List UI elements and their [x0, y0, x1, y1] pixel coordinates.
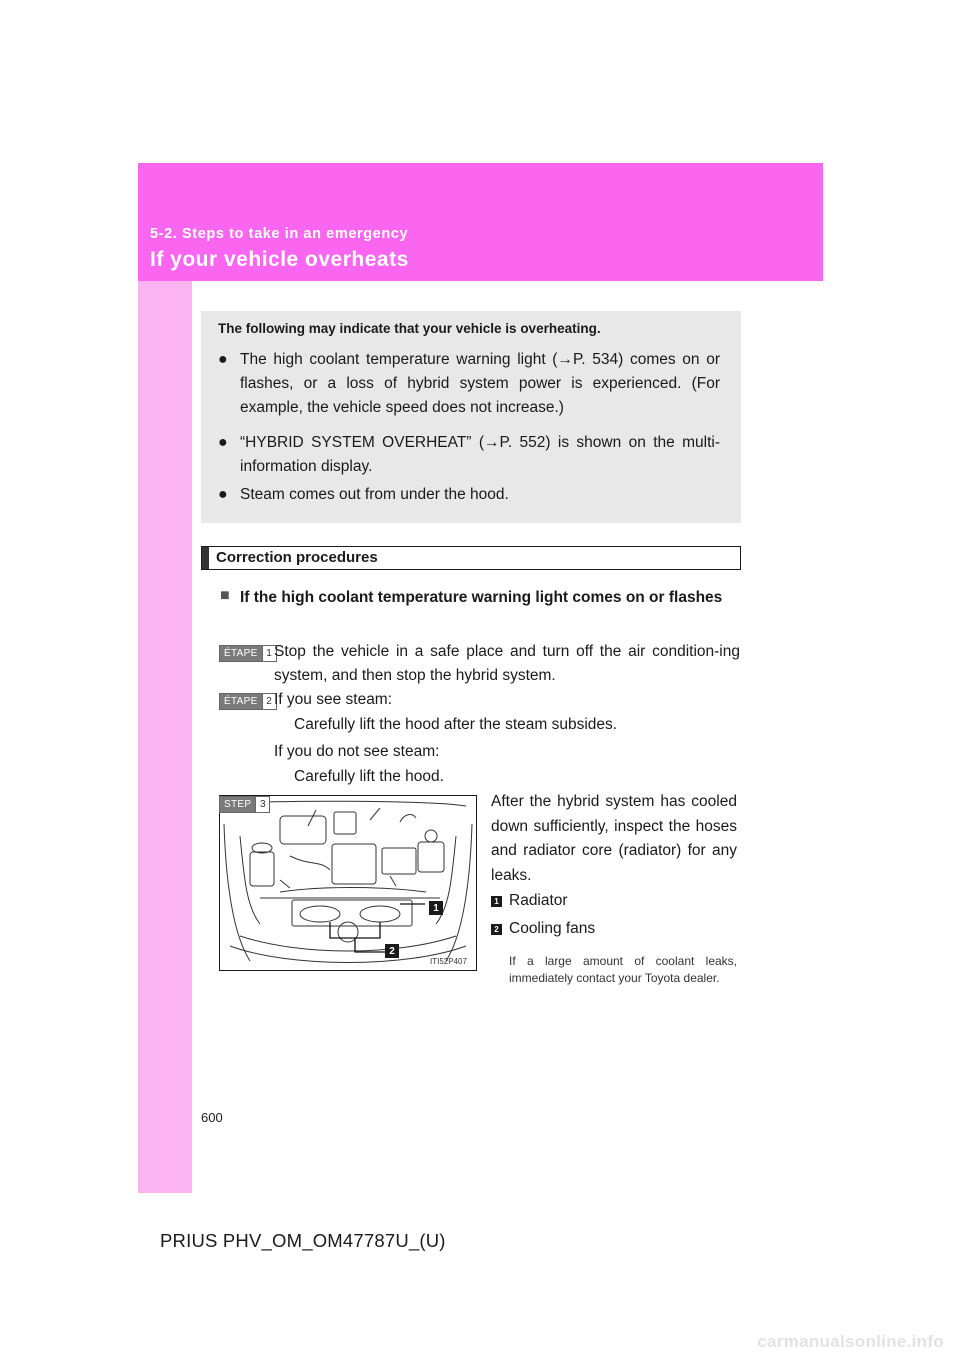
correction-procedures-heading: [201, 546, 741, 570]
step-badge-label: STEP: [220, 797, 255, 812]
condition-text: If the high coolant temperature warning light comes on or flashes: [240, 589, 723, 606]
info-bullet: [218, 348, 720, 420]
figure-code: ITI52P407: [430, 957, 467, 966]
bullet-dot-icon: ●: [218, 486, 228, 503]
heading-bar: [202, 547, 209, 569]
engine-compartment-figure: [219, 795, 477, 971]
step-2-line2-detail: Carefully lift the hood.: [294, 768, 444, 785]
watermark-text: carmanualsonline.info: [757, 1332, 944, 1351]
step-badge-3: [219, 796, 270, 813]
info-bullet: [218, 431, 720, 479]
page-title: If your vehicle overheats: [150, 248, 409, 271]
legend-label: Radiator: [509, 892, 568, 909]
step-1-text-content: Stop the vehicle in a safe place and turn off the air condition-ing system, and then stop the hybrid system.: [274, 643, 740, 684]
step-1-text: [274, 640, 740, 688]
bullet-text: “HYBRID SYSTEM OVERHEAT” (→P. 552) is shown on the multi-information display.: [240, 434, 720, 475]
step-badge-label: ÉTAPE: [220, 646, 262, 661]
square-bullet-icon: ■: [220, 587, 230, 604]
heading-text: Correction procedures: [216, 549, 378, 566]
section-label: 5-2. Steps to take in an emergency: [150, 226, 409, 242]
step-badge-number: 1: [262, 646, 276, 661]
step-2-line2: If you do not see steam:: [274, 743, 440, 760]
step-badge-label: ÉTAPE: [220, 694, 262, 709]
info-intro: The following may indicate that your vehicle is overheating.: [218, 321, 601, 336]
bullet-text: The high coolant temperature warning light (→P. 534) comes on or flashes, or a loss of hybrid system power is experienced. (For example, the vehicle speed does not increase.): [240, 351, 720, 416]
document-footer: PRIUS PHV_OM_OM47787U_(U): [160, 1230, 446, 1251]
bullet-dot-icon: ●: [218, 434, 228, 451]
step-2-line1-detail: Carefully lift the hood after the steam subsides.: [294, 716, 618, 733]
step-badge-1: [219, 645, 277, 662]
bullet-dot-icon: ●: [218, 351, 228, 368]
page-number: 600: [201, 1110, 223, 1125]
bullet-text: Steam comes out from under the hood.: [240, 486, 509, 503]
callout-1: 1: [429, 901, 443, 915]
legend-label: Cooling fans: [509, 920, 596, 937]
legend-number: 2: [491, 924, 502, 935]
step-badge-number: 3: [255, 797, 269, 812]
engine-compartment-illustration: [220, 796, 476, 970]
side-strip: [138, 163, 192, 1193]
legend-number: 1: [491, 896, 502, 907]
watermark: [0, 1328, 960, 1358]
info-bullet: [218, 483, 720, 507]
coolant-leak-note: If a large amount of coolant leaks, immediately contact your Toyota dealer.: [509, 954, 737, 985]
step-badge-2: [219, 693, 277, 710]
step-badge-number: 2: [262, 694, 276, 709]
step-3-text: After the hybrid system has cooled down sufficiently, inspect the hoses and radiator core (radiator) for any leaks.: [491, 793, 737, 884]
step-2-line1: If you see steam:: [274, 691, 393, 708]
callout-2: 2: [385, 944, 399, 958]
